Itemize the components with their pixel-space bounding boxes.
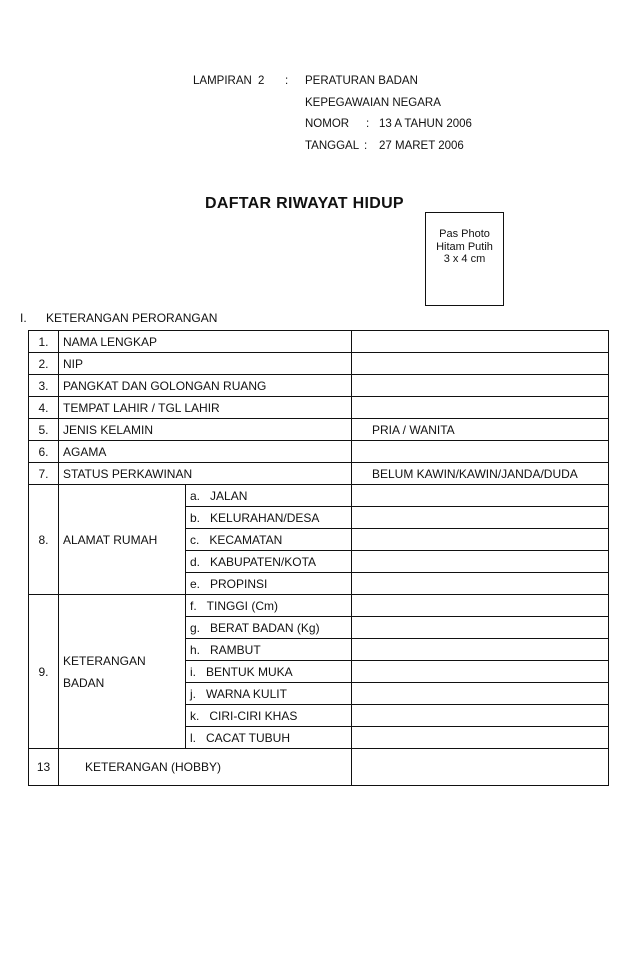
sub-label: JALAN: [210, 488, 248, 503]
sub-letter: e.: [190, 576, 201, 591]
row-label-line-2: BADAN: [63, 675, 105, 690]
sub-letter: h.: [190, 642, 201, 657]
sub-label: KELURAHAN/DESA: [210, 510, 320, 525]
table-row: [29, 353, 609, 375]
tanggal-colon: :: [364, 140, 368, 152]
table-row: [29, 463, 609, 485]
row-label: ALAMAT RUMAH: [59, 485, 186, 595]
bentuk-muka-field[interactable]: [352, 661, 609, 683]
row-number: 13: [29, 749, 59, 786]
nama-lengkap-field[interactable]: [352, 331, 609, 353]
cacat-tubuh-field[interactable]: [352, 727, 609, 749]
row-label: KETERANGAN (HOBBY): [59, 749, 352, 786]
sub-letter: d.: [190, 554, 201, 569]
sub-label: BERAT BADAN (Kg): [210, 620, 320, 635]
nomor-value: 13 A TAHUN 2006: [379, 118, 472, 130]
row-label: STATUS PERKAWINAN: [59, 463, 352, 485]
table-row: [29, 595, 609, 617]
nomor-colon: :: [366, 118, 370, 130]
row-number: 9.: [29, 595, 59, 749]
photo-line-3: 3 x 4 cm: [443, 253, 486, 265]
sub-item: [186, 661, 352, 683]
sub-letter: j.: [190, 686, 196, 701]
tinggi-field[interactable]: [352, 595, 609, 617]
photo-placeholder-box: [425, 212, 504, 306]
photo-line-2: Hitam Putih: [436, 240, 493, 253]
tanggal-label: TANGGAL: [305, 140, 360, 152]
sub-letter: f.: [190, 598, 197, 613]
section-heading: KETERANGAN PERORANGAN: [46, 311, 218, 325]
row-label: AGAMA: [59, 441, 352, 463]
rambut-field[interactable]: [352, 639, 609, 661]
sub-item: [186, 507, 352, 529]
table-row: [29, 419, 609, 441]
nomor-label: NOMOR: [305, 118, 350, 130]
tempat-lahir-field[interactable]: [352, 397, 609, 419]
sub-item: [186, 595, 352, 617]
sub-letter: i.: [190, 664, 196, 679]
pangkat-field[interactable]: [352, 375, 609, 397]
table-row: [29, 749, 609, 786]
row-number: 8.: [29, 485, 59, 595]
row-label: JENIS KELAMIN: [59, 419, 352, 441]
propinsi-field[interactable]: [352, 573, 609, 595]
sub-label: KABUPATEN/KOTA: [210, 554, 317, 569]
jenis-kelamin-field[interactable]: PRIA / WANITA: [352, 419, 609, 441]
sub-label: KECAMATAN: [209, 532, 283, 547]
sub-letter: g.: [190, 620, 201, 635]
kabupaten-field[interactable]: [352, 551, 609, 573]
sub-item: [186, 639, 352, 661]
table-row: [29, 485, 609, 507]
status-perkawinan-field[interactable]: BELUM KAWIN/KAWIN/JANDA/DUDA: [352, 463, 609, 485]
sub-item: [186, 727, 352, 749]
row-number: 7.: [29, 463, 59, 485]
jalan-field[interactable]: [352, 485, 609, 507]
agama-field[interactable]: [352, 441, 609, 463]
photo-line-1: Pas Photo: [439, 228, 490, 240]
regulation-line-1: PERATURAN BADAN: [305, 75, 418, 87]
nip-field[interactable]: [352, 353, 609, 375]
personal-data-table: [28, 330, 609, 786]
row-label-line-1: KETERANGAN: [63, 653, 146, 668]
warna-kulit-field[interactable]: [352, 683, 609, 705]
berat-badan-field[interactable]: [352, 617, 609, 639]
row-label: PANGKAT DAN GOLONGAN RUANG: [59, 375, 352, 397]
sub-label: CACAT TUBUH: [206, 730, 291, 745]
kelurahan-field[interactable]: [352, 507, 609, 529]
row-number: 6.: [29, 441, 59, 463]
row-label: [59, 595, 186, 749]
row-label: TEMPAT LAHIR / TGL LAHIR: [59, 397, 352, 419]
hobby-field[interactable]: [352, 749, 609, 786]
row-number: 2.: [29, 353, 59, 375]
row-number: 4.: [29, 397, 59, 419]
sub-item: [186, 705, 352, 727]
sub-label: CIRI-CIRI KHAS: [209, 708, 298, 723]
kecamatan-field[interactable]: [352, 529, 609, 551]
sub-item: [186, 617, 352, 639]
row-number: 1.: [29, 331, 59, 353]
sub-label: TINGGI (Cm): [206, 598, 278, 613]
sub-label: PROPINSI: [210, 576, 268, 591]
regulation-line-2: KEPEGAWAIAN NEGARA: [305, 97, 441, 109]
sub-label: BENTUK MUKA: [206, 664, 293, 679]
lampiran-number: 2: [258, 75, 265, 87]
sub-letter: a.: [190, 488, 201, 503]
row-number: 5.: [29, 419, 59, 441]
sub-item: [186, 485, 352, 507]
sub-item: [186, 683, 352, 705]
row-number: 3.: [29, 375, 59, 397]
lampiran-label: LAMPIRAN: [193, 75, 252, 87]
sub-letter: c.: [190, 532, 200, 547]
sub-item: [186, 529, 352, 551]
sub-item: [186, 573, 352, 595]
ciri-ciri-khas-field[interactable]: [352, 705, 609, 727]
sub-item: [186, 551, 352, 573]
table-row: [29, 397, 609, 419]
lampiran-colon: :: [285, 75, 289, 87]
table-row: [29, 331, 609, 353]
section-roman: I.: [20, 311, 27, 325]
row-label: NAMA LENGKAP: [59, 331, 352, 353]
sub-letter: b.: [190, 510, 201, 525]
table-row: [29, 441, 609, 463]
table-row: [29, 375, 609, 397]
sub-letter: l.: [190, 730, 196, 745]
sub-label: WARNA KULIT: [206, 686, 287, 701]
document-title: DAFTAR RIWAYAT HIDUP: [205, 195, 404, 212]
sub-letter: k.: [190, 708, 200, 723]
row-label: NIP: [59, 353, 352, 375]
tanggal-value: 27 MARET 2006: [379, 140, 464, 152]
sub-label: RAMBUT: [210, 642, 261, 657]
